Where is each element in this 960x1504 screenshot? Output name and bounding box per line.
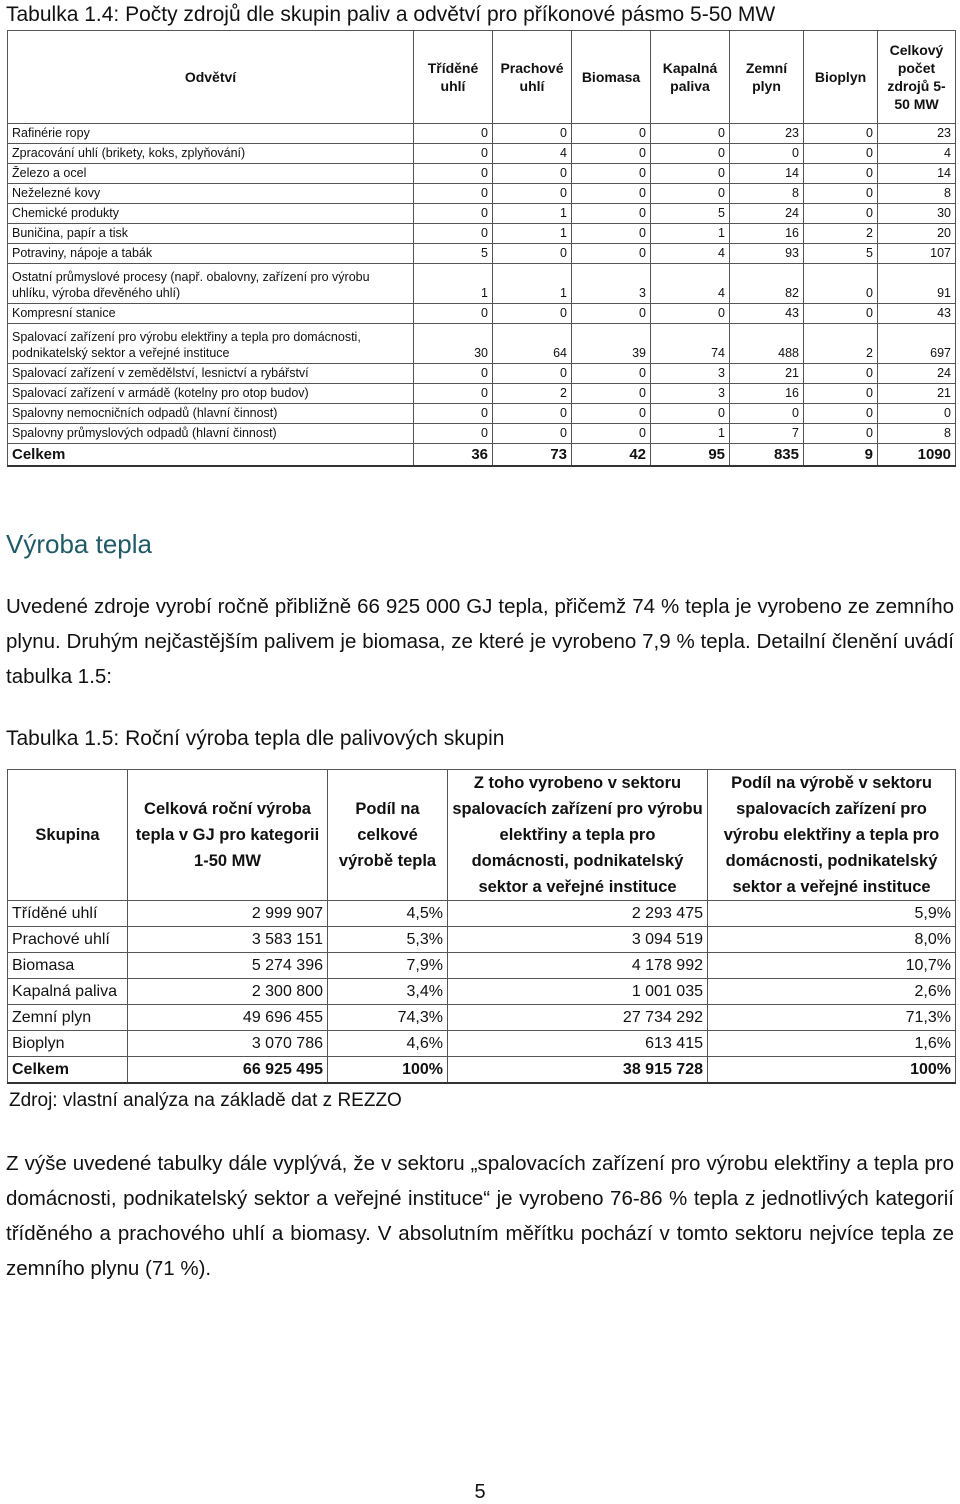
- row-label: Prachové uhlí: [8, 927, 128, 953]
- row-label: Spalovací zařízení v zemědělství, lesnictví a rybářství: [8, 364, 414, 384]
- table-cell: 5: [414, 244, 493, 264]
- table-cell: 23: [730, 124, 804, 144]
- row-label: Kompresní stanice: [8, 304, 414, 324]
- header-group: Skupina: [8, 770, 128, 901]
- table-cell: 0: [804, 204, 878, 224]
- table-row: [8, 244, 956, 264]
- table-cell: 0: [804, 124, 878, 144]
- table-cell: 0: [414, 144, 493, 164]
- table-cell: 10,7%: [708, 953, 956, 979]
- table-cell: 0: [493, 124, 572, 144]
- table-cell: 0: [493, 424, 572, 444]
- table-cell: 4,6%: [328, 1031, 448, 1057]
- row-label: Rafinérie ropy: [8, 124, 414, 144]
- table-cell: 2: [804, 224, 878, 244]
- header-sector-production: Z toho vyrobeno v sektoru spalovacích zařízení pro výrobu elektřiny a tepla pro domácnosti, podnikatelský sektor a veřejné instituce: [448, 770, 708, 901]
- table-cell: 43: [730, 304, 804, 324]
- table-header-row: [8, 31, 956, 124]
- table-cell: 14: [878, 164, 956, 184]
- table-cell: 74,3%: [328, 1005, 448, 1031]
- table-cell: 23: [878, 124, 956, 144]
- table-cell: 0: [804, 164, 878, 184]
- table-cell: 5: [651, 204, 730, 224]
- table-cell: 24: [878, 364, 956, 384]
- table-cell: 4: [651, 244, 730, 264]
- table-cell: 8,0%: [708, 927, 956, 953]
- total-label: Celkem: [8, 1057, 128, 1084]
- table-cell: 0: [493, 164, 572, 184]
- table-cell: 74: [651, 324, 730, 364]
- header-natural-gas: Zemní plyn: [730, 31, 804, 124]
- table-row: [8, 384, 956, 404]
- table-row: [8, 979, 956, 1005]
- section-heading: Výroba tepla: [6, 529, 152, 559]
- table-cell: 0: [804, 404, 878, 424]
- table-cell: 0: [572, 364, 651, 384]
- table-cell: 2: [493, 384, 572, 404]
- fuel-sources-table: [7, 30, 956, 467]
- table-cell: 64: [493, 324, 572, 364]
- table-cell: 4 178 992: [448, 953, 708, 979]
- table-cell: 1: [493, 204, 572, 224]
- table-cell: 0: [414, 224, 493, 244]
- header-dust-coal: Prachové uhlí: [493, 31, 572, 124]
- table-cell: 0: [572, 304, 651, 324]
- row-label: Buničina, papír a tisk: [8, 224, 414, 244]
- table-cell: 0: [414, 204, 493, 224]
- table-cell: 3: [572, 264, 651, 304]
- table-cell: 2 300 800: [128, 979, 328, 1005]
- table-cell: 30: [414, 324, 493, 364]
- row-label: Zemní plyn: [8, 1005, 128, 1031]
- table-cell: 27 734 292: [448, 1005, 708, 1031]
- table-cell: 0: [414, 364, 493, 384]
- table-2-caption: Tabulka 1.5: Roční výroba tepla dle palivových skupin: [6, 727, 505, 750]
- heat-production-table: [7, 769, 956, 1084]
- table-header-row: [8, 770, 956, 901]
- table-cell: 1,6%: [708, 1031, 956, 1057]
- table-cell: 0: [572, 244, 651, 264]
- table-cell: 0: [414, 404, 493, 424]
- table-row: [8, 304, 956, 324]
- table-cell: 0: [572, 224, 651, 244]
- total-label: Celkem: [8, 444, 414, 467]
- table-cell: 0: [572, 164, 651, 184]
- table-cell: 0: [414, 384, 493, 404]
- table-cell: 0: [878, 404, 956, 424]
- table-cell: 71,3%: [708, 1005, 956, 1031]
- page-number: 5: [474, 1481, 486, 1503]
- header-sector: Odvětví: [8, 31, 414, 124]
- table-cell: 20: [878, 224, 956, 244]
- table-cell: 4: [651, 264, 730, 304]
- total-cell: 38 915 728: [448, 1057, 708, 1084]
- table-cell: 0: [804, 184, 878, 204]
- table-cell: 0: [730, 404, 804, 424]
- table-row: [8, 204, 956, 224]
- table-cell: 0: [493, 364, 572, 384]
- row-label: Spalovací zařízení pro výrobu elektřiny a tepla pro domácnosti, podnikatelský sektor a veřejné instituce: [8, 324, 414, 364]
- table-cell: 0: [730, 144, 804, 164]
- total-cell: 36: [414, 444, 493, 467]
- table-cell: 0: [804, 264, 878, 304]
- table-cell: 0: [414, 124, 493, 144]
- table-cell: 0: [414, 184, 493, 204]
- table-row: [8, 901, 956, 927]
- row-label: Tříděné uhlí: [8, 901, 128, 927]
- table-cell: 8: [878, 424, 956, 444]
- table-row: [8, 364, 956, 384]
- table-row: [8, 324, 956, 364]
- table-cell: 1: [414, 264, 493, 304]
- paragraph-heat-production: Uvedené zdroje vyrobí ročně přibližně 66 925 000 GJ tepla, přičemž 74 % tepla je vyrobeno ze zemního plynu. Druhým nejčastějším palivem je biomasa, ze které je vyrobeno 7,9 % tepla. Detailní členění uvádí tabulka 1.5:: [6, 595, 954, 688]
- table-row: [8, 144, 956, 164]
- table-cell: 3: [651, 384, 730, 404]
- table-cell: 3 094 519: [448, 927, 708, 953]
- header-sector-share: Podíl na výrobě v sektoru spalovacích zařízení pro výrobu elektřiny a tepla pro domácnosti, podnikatelský sektor a veřejné instituce: [708, 770, 956, 901]
- header-sorted-coal: Tříděné uhlí: [414, 31, 493, 124]
- table-cell: 1: [651, 424, 730, 444]
- table-cell: 21: [730, 364, 804, 384]
- table-row: [8, 224, 956, 244]
- total-cell: 9: [804, 444, 878, 467]
- header-biomass: Biomasa: [572, 31, 651, 124]
- table-row: [8, 1031, 956, 1057]
- header-annual-production: Celková roční výroba tepla v GJ pro kategorii 1-50 MW: [128, 770, 328, 901]
- table-1-caption: Tabulka 1.4: Počty zdrojů dle skupin paliv a odvětví pro příkonové pásmo 5-50 MW: [6, 3, 776, 26]
- total-cell: 66 925 495: [128, 1057, 328, 1084]
- row-label: Ostatní průmyslové procesy (např. obalovny, zařízení pro výrobu uhlíku, výroba dřevěného uhlí): [8, 264, 414, 304]
- table-cell: 0: [572, 204, 651, 224]
- table-cell: 0: [804, 384, 878, 404]
- row-label: Spalovací zařízení v armádě (kotelny pro otop budov): [8, 384, 414, 404]
- row-label: Chemické produkty: [8, 204, 414, 224]
- row-label: Kapalná paliva: [8, 979, 128, 1005]
- table-cell: 0: [414, 304, 493, 324]
- table-cell: 3 583 151: [128, 927, 328, 953]
- table-cell: 0: [493, 304, 572, 324]
- table-cell: 0: [804, 364, 878, 384]
- total-cell: 835: [730, 444, 804, 467]
- table-cell: 0: [651, 184, 730, 204]
- table-cell: 7: [730, 424, 804, 444]
- table-cell: 2 293 475: [448, 901, 708, 927]
- header-liquid-fuels: Kapalná paliva: [651, 31, 730, 124]
- table-row: [8, 1005, 956, 1031]
- table-cell: 0: [804, 424, 878, 444]
- table-cell: 16: [730, 224, 804, 244]
- table-cell: 0: [651, 124, 730, 144]
- table-row: [8, 264, 956, 304]
- table-cell: 0: [572, 384, 651, 404]
- table-cell: 4,5%: [328, 901, 448, 927]
- table-cell: 4: [493, 144, 572, 164]
- table-cell: 0: [804, 304, 878, 324]
- table-cell: 0: [651, 404, 730, 424]
- table-cell: 1: [493, 224, 572, 244]
- table-cell: 49 696 455: [128, 1005, 328, 1031]
- table-cell: 488: [730, 324, 804, 364]
- row-label: Zpracování uhlí (brikety, koks, zplyňování): [8, 144, 414, 164]
- total-cell: 42: [572, 444, 651, 467]
- table-cell: 3 070 786: [128, 1031, 328, 1057]
- table-cell: 0: [572, 424, 651, 444]
- table-cell: 0: [414, 164, 493, 184]
- total-cell: 1090: [878, 444, 956, 467]
- table-row: [8, 404, 956, 424]
- table-cell: 1: [493, 264, 572, 304]
- total-cell: 95: [651, 444, 730, 467]
- table-source-note: Zdroj: vlastní analýza na základě dat z REZZO: [9, 1090, 402, 1111]
- table-cell: 5 274 396: [128, 953, 328, 979]
- table-cell: 2 999 907: [128, 901, 328, 927]
- table-cell: 107: [878, 244, 956, 264]
- total-cell: 73: [493, 444, 572, 467]
- header-total-count: Celkový počet zdrojů 5-50 MW: [878, 31, 956, 124]
- table-cell: 82: [730, 264, 804, 304]
- table-cell: 0: [493, 184, 572, 204]
- paragraph-conclusion: Z výše uvedené tabulky dále vyplývá, že v sektoru „spalovacích zařízení pro výrobu elektřiny a tepla pro domácnosti, podnikatelský sektor a veřejné instituce“ je vyrobeno 76-86 % tepla z jednotlivých kategorií tříděného a prachového uhlí a biomasy. V absolutním měřítku pochází v tomto sektoru nejvíce tepla ze zemního plynu (71 %).: [6, 1152, 954, 1280]
- table-cell: 8: [730, 184, 804, 204]
- row-label: Železo a ocel: [8, 164, 414, 184]
- row-label: Potraviny, nápoje a tabák: [8, 244, 414, 264]
- table-row: [8, 424, 956, 444]
- table-row: [8, 124, 956, 144]
- table-cell: 8: [878, 184, 956, 204]
- table-cell: 0: [651, 304, 730, 324]
- total-cell: 100%: [708, 1057, 956, 1084]
- table-cell: 0: [572, 184, 651, 204]
- table-cell: 5: [804, 244, 878, 264]
- row-label: Spalovny nemocničních odpadů (hlavní činnost): [8, 404, 414, 424]
- table-cell: 43: [878, 304, 956, 324]
- table-cell: 3: [651, 364, 730, 384]
- table-cell: 2,6%: [708, 979, 956, 1005]
- table-cell: 4: [878, 144, 956, 164]
- table-cell: 5,9%: [708, 901, 956, 927]
- table-cell: 0: [651, 164, 730, 184]
- table-cell: 24: [730, 204, 804, 224]
- table-row: [8, 184, 956, 204]
- total-row: [8, 1057, 956, 1084]
- total-cell: 100%: [328, 1057, 448, 1084]
- table-cell: 16: [730, 384, 804, 404]
- row-label: Neželezné kovy: [8, 184, 414, 204]
- table-cell: 2: [804, 324, 878, 364]
- table-cell: 91: [878, 264, 956, 304]
- table-cell: 14: [730, 164, 804, 184]
- table-cell: 7,9%: [328, 953, 448, 979]
- table-cell: 0: [493, 404, 572, 424]
- table-row: [8, 953, 956, 979]
- table-cell: 697: [878, 324, 956, 364]
- table-cell: 613 415: [448, 1031, 708, 1057]
- table-cell: 1: [651, 224, 730, 244]
- row-label: Bioplyn: [8, 1031, 128, 1057]
- table-row: [8, 164, 956, 184]
- table-cell: 0: [414, 424, 493, 444]
- table-cell: 0: [804, 144, 878, 164]
- table-cell: 21: [878, 384, 956, 404]
- table-cell: 0: [572, 144, 651, 164]
- table-cell: 0: [572, 404, 651, 424]
- table-cell: 39: [572, 324, 651, 364]
- table-cell: 5,3%: [328, 927, 448, 953]
- row-label: Spalovny průmyslových odpadů (hlavní činnost): [8, 424, 414, 444]
- table-cell: 0: [572, 124, 651, 144]
- table-cell: 0: [651, 144, 730, 164]
- table-cell: 1 001 035: [448, 979, 708, 1005]
- total-row: [8, 444, 956, 467]
- table-row: [8, 927, 956, 953]
- table-cell: 30: [878, 204, 956, 224]
- table-cell: 3,4%: [328, 979, 448, 1005]
- row-label: Biomasa: [8, 953, 128, 979]
- table-cell: 93: [730, 244, 804, 264]
- header-biogas: Bioplyn: [804, 31, 878, 124]
- table-cell: 0: [493, 244, 572, 264]
- header-share: Podíl na celkové výrobě tepla: [328, 770, 448, 901]
